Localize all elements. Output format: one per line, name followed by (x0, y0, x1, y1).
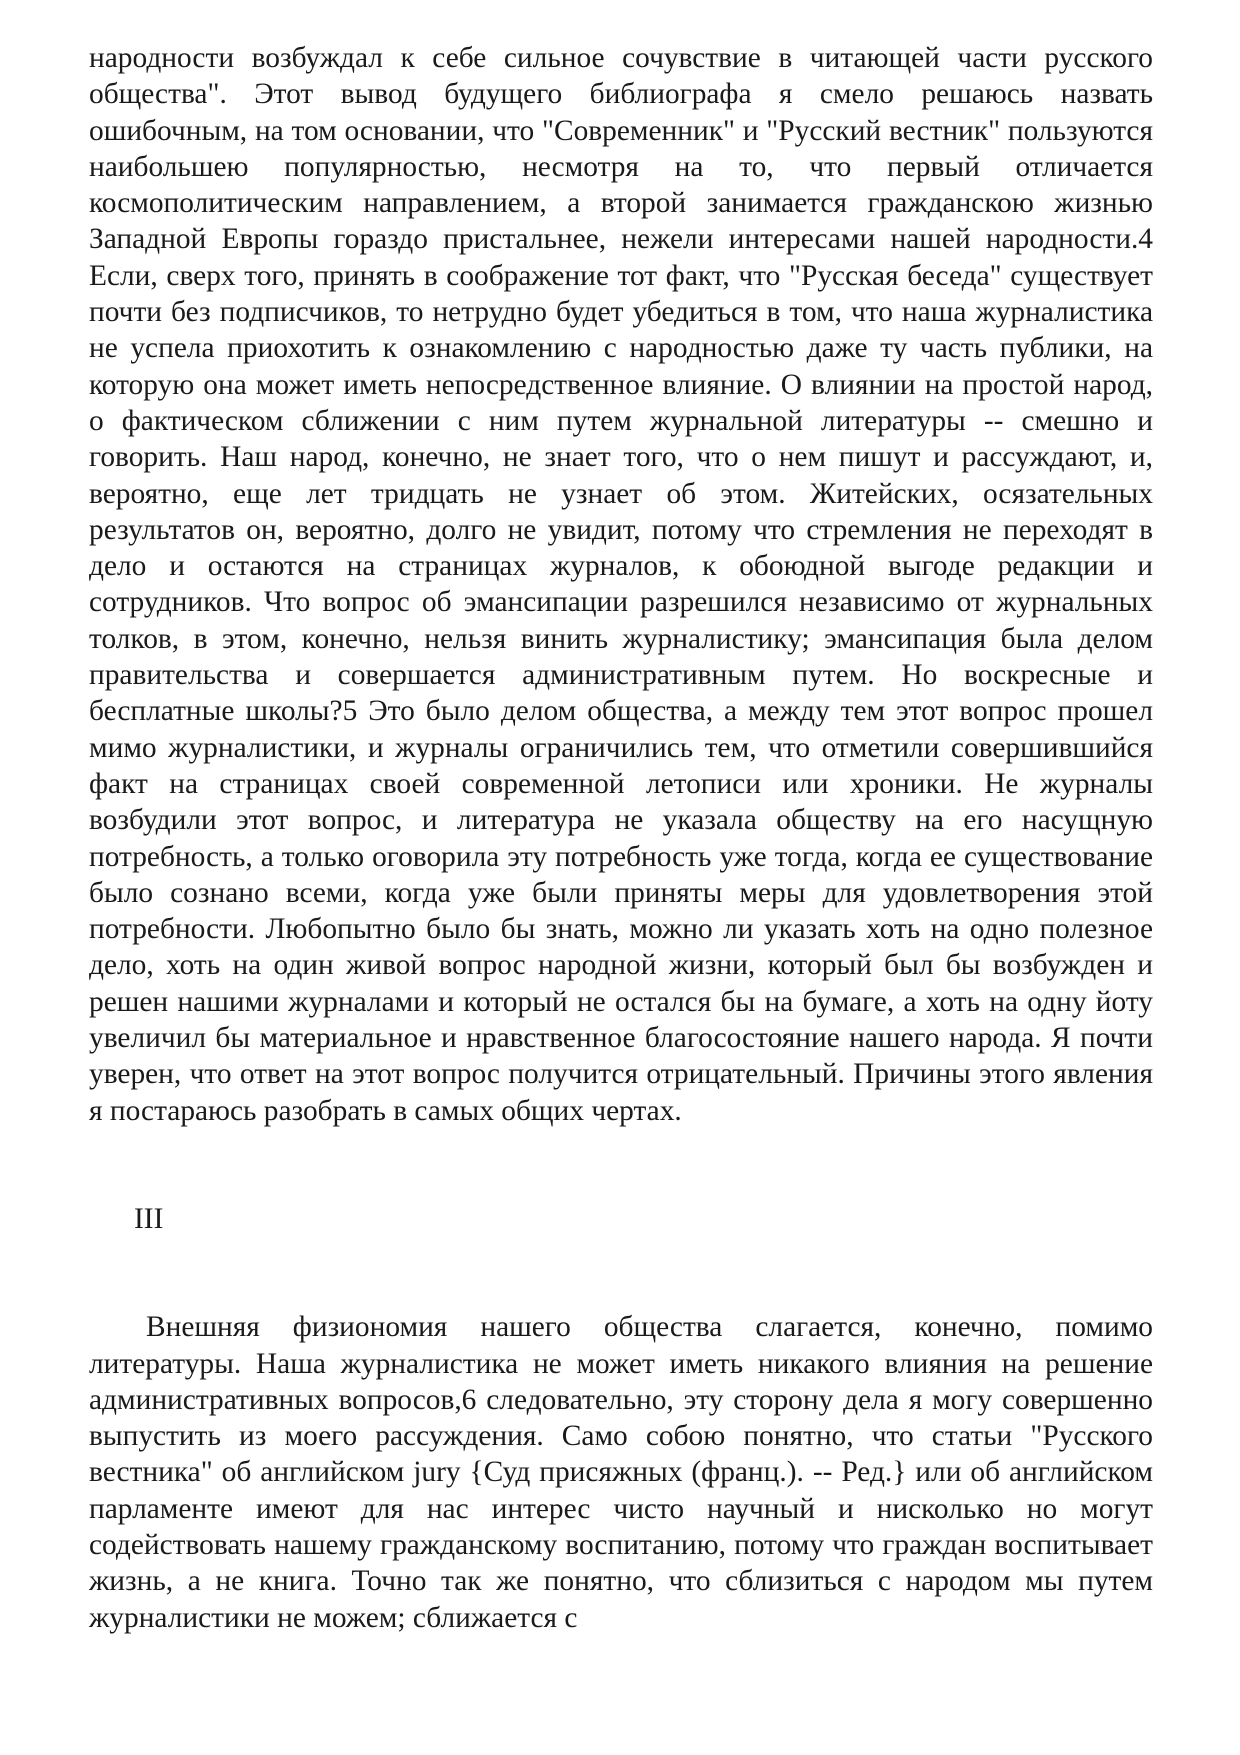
document-page (89, 40, 1153, 1636)
section-spacer-top (89, 1129, 1153, 1201)
section-heading: III (134, 1202, 164, 1235)
paragraph-section-start: Внешняя физиономия нашего общества слагается, конечно, помимо литературы. Наша журналистика не может иметь никакого влияния на решение административных вопросов,6 следовательно, эту сторону дела я могу совершенно выпустить из моего рассуждения. Само собою понятно, что статьи "Русского вестника" об английском jury {Суд присяжных (франц.). -- Ред.} или об английском парламенте имеют для нас интерес чисто научный и нисколько но могут содействовать нашему гражданскому воспитанию, потому что граждан воспитывает жизнь, а не книга. Точно так же понятно, что сблизиться с народом мы путем журналистики не можем; сближается с (89, 1311, 1153, 1634)
paragraph-continued: народности возбуждал к себе сильное сочувствие в читающей части русского общества". Этот вывод будущего библиографа я смело решаюсь назвать ошибочным, на том основании, что "Современник" и "Русский вестник" пользуются наибольшею популярностью, несмотря на то, что первый отличается космополитическим направлением, а второй занимается гражданскою жизнью Западной Европы гораздо пристальнее, нежели интересами нашей народности.4 Если, сверх того, принять в соображение тот факт, что "Русская беседа" существует почти без подписчиков, то нетрудно будет убедиться в том, что наша журналистика не успела приохотить к ознакомлению с народностью даже ту часть публики, на которую она может иметь непосредственное влияние. О влиянии на простой народ, о фактическом сближении с ним путем журнальной литературы -- смешно и говорить. Наш народ, конечно, не знает того, что о нем пишут и рассуждают, и, вероятно, еще лет тридцать не узнает об этом. Житейских, осязательных результатов он, вероятно, долго не увидит, потому что стремления не переходят в дело и остаются на страницах журналов, к обоюдной выгоде редакции и сотрудников. Что вопрос об эмансипации разрешился независимо от журнальных толков, в этом, конечно, нельзя винить журналистику; эмансипация была делом правительства и совершается административным путем. Но воскресные и бесплатные школы?5 Это было делом общества, а между тем этот вопрос прошел мимо журналистики, и журналы ограничились тем, что отметили совершившийся факт на страницах своей современной летописи или хроники. Не журналы возбудили этот вопрос, и литература не указала обществу на его насущную потребность, а только оговорила эту потребность уже тогда, когда ее существование было сознано всеми, когда уже были приняты меры для удовлетворения этой потребности. Любопытно было бы знать, можно ли указать хоть на одно полезное дело, хоть на один живой вопрос народной жизни, который был бы возбужден и решен нашими журналами и который не остался бы на бумаге, а хоть на одну йоту увеличил бы материальное и нравственное благосостояние нашего народа. Я почти уверен, что ответ на этот вопрос получится отрицательный. Причины этого явления я постараюсь разобрать в самых общих чертах. (89, 42, 1153, 1127)
section-spacer-bottom (89, 1237, 1153, 1309)
